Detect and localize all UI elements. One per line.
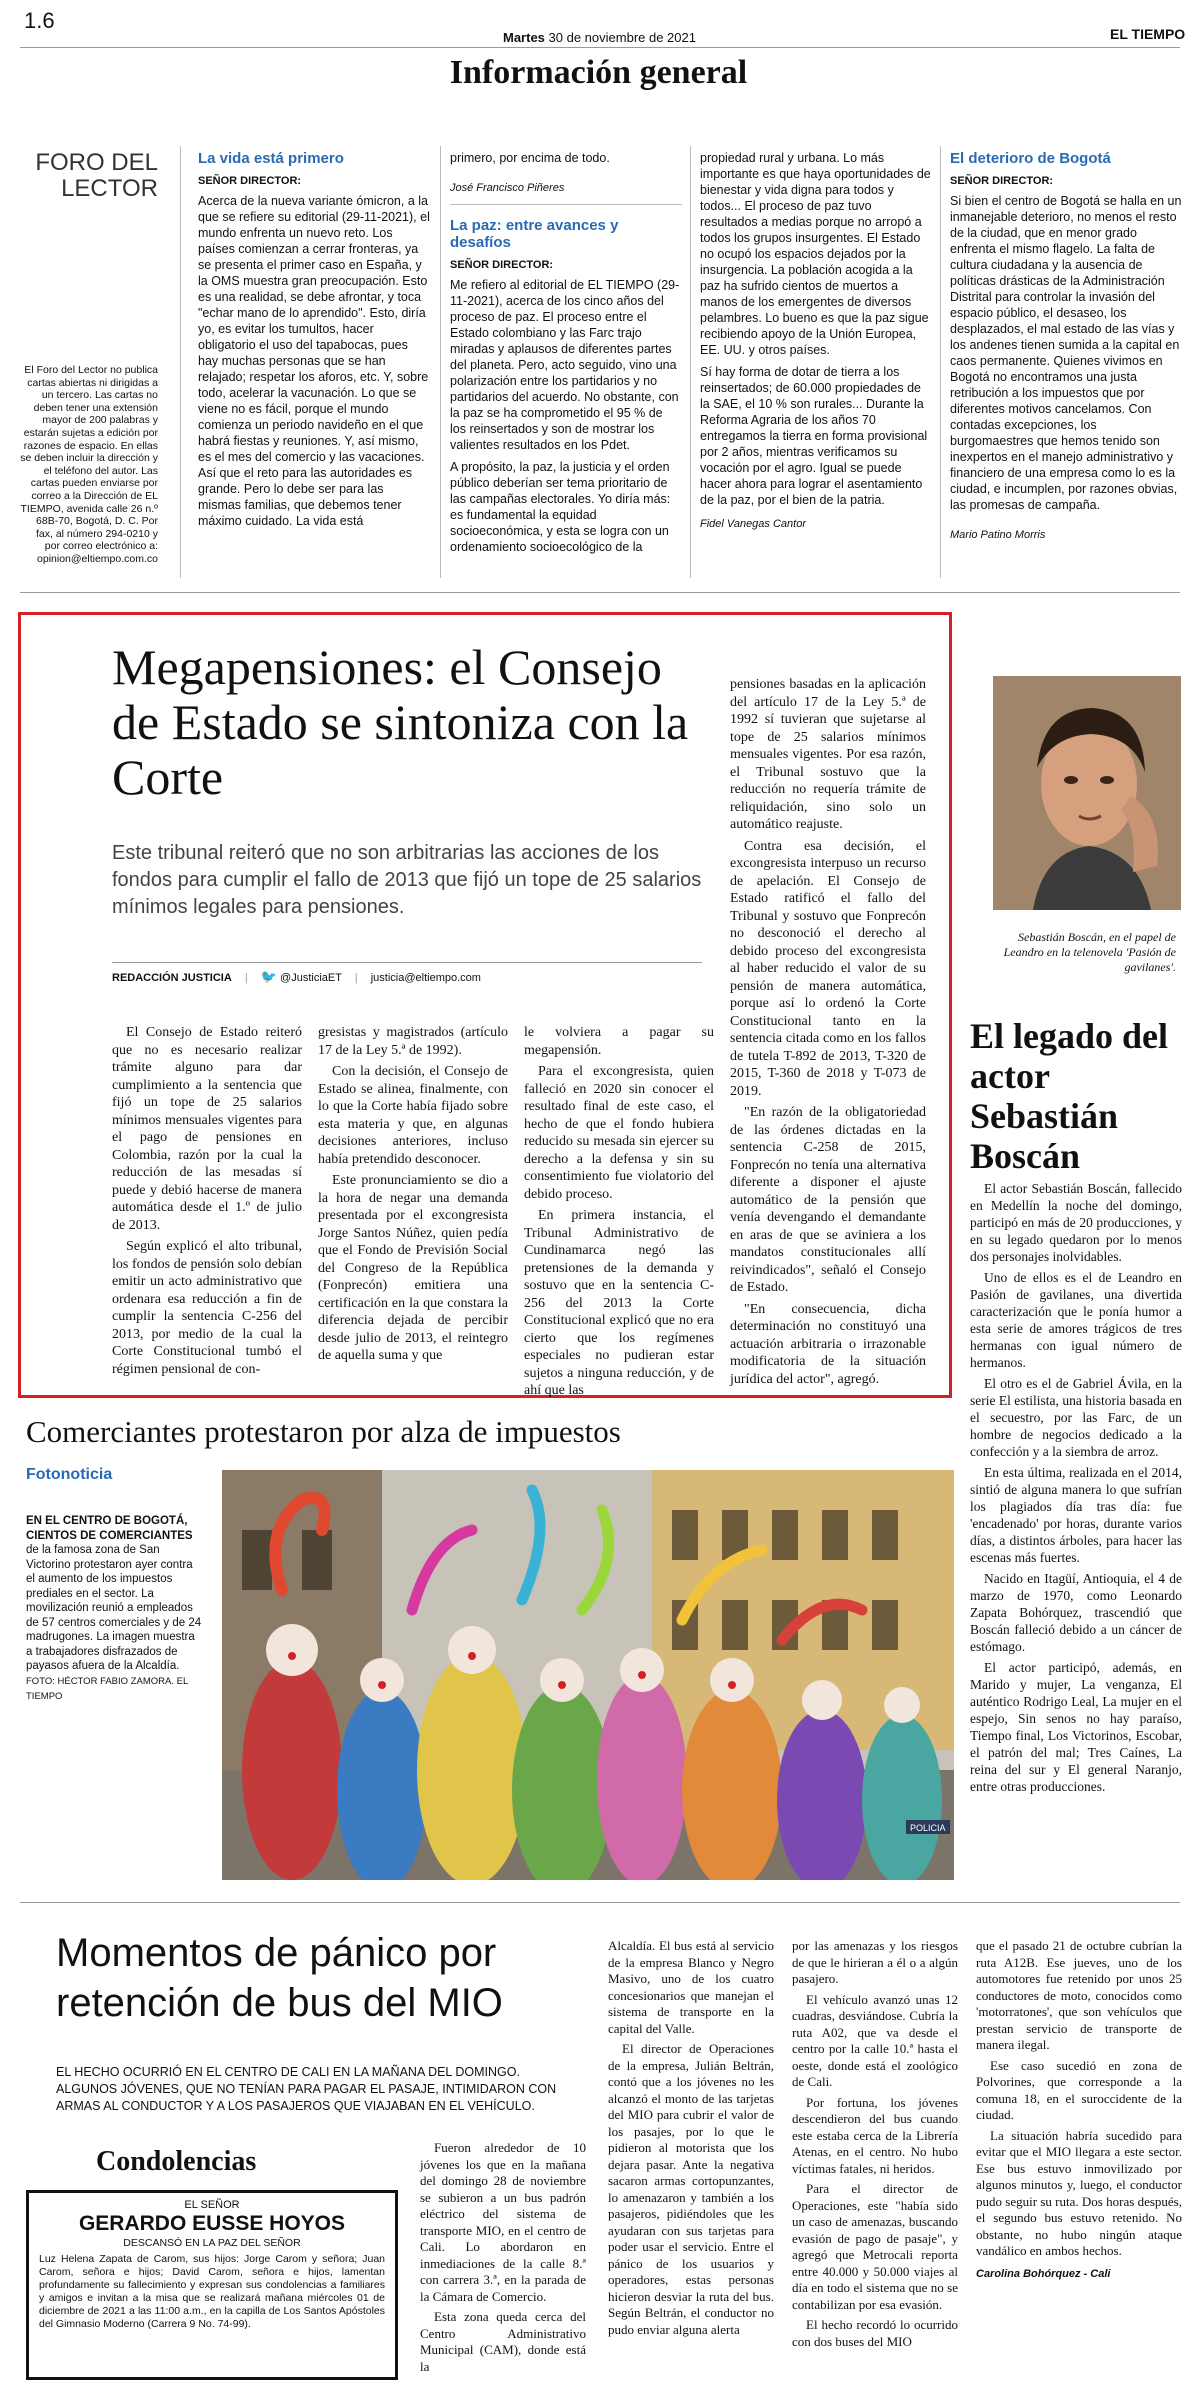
main-col-3	[524, 1024, 714, 1404]
paragraph: por las amenazas y los riesgos de que le hirieran a él o a algún pasajero.	[792, 1938, 958, 1986]
byline	[112, 962, 702, 985]
letter-3	[950, 150, 1182, 541]
date-rest: 30 de noviembre de 2021	[544, 30, 696, 45]
byline-sep: |	[244, 972, 248, 984]
paragraph: El Consejo de Estado reiteró que no es necesario realizar trámite alguno para dar cumplimiento a la sentencia que fijó un tope de 25 salarios mínimos mensuales vigentes para el pago de pensiones en Colombia, razón por la cual la reducción de las mesadas sí puede y debió hacerse de manera automática desde el 1.º de julio de 2013.	[112, 1025, 302, 1233]
side-body	[970, 1180, 1182, 1799]
paragraph: Contra esa decisión, el excongresista interpuso un recurso de apelación. El Consejo de Estado ratificó el fallo del Tribunal y sostuvo que Fonprecón no desconoció el derecho al debido proceso del excongresista al haber reducido el valor de su pensión de manera automática, porque así lo ordenó la Corte Constitucional tanto en la sentencia citada como en los fallos de tutela T-892 de 2013, T-320 de 2015, T-360 de 2018 y T-073 de 2019.	[730, 838, 926, 1099]
letter-title: La vida está primero	[198, 150, 344, 167]
paragraph: La situación habría sucedido para evitar que el MIO llegara a este sector. Ese bus estuvo inmovilizado por algunos minutos y, luego, el conductor pudo seguir su ruta. Dos horas después, el segundo bus estuvo retenido. No obstante, no hubo ningún ataque vandálico en ambos hechos.	[976, 2127, 1182, 2258]
paragraph: le volviera a pagar su megapensión.	[524, 1025, 714, 1058]
letter-title: La paz: entre avances y desafíos	[450, 217, 619, 251]
main-deck: Este tribunal reiteró que no son arbitrarias las acciones de los fondos para cumplir el fallo de 2013 que fijó un tope de 25 salarios mínimos legales para pensiones.	[112, 842, 702, 918]
letter-text: Sí hay forma de dotar de tierra a los reinsertados; de 60.000 propiedades de la SAE, el 10 % son rurales... Durante la Reforma Agraria de los años 70 entregamos la tierra en forma provisional por 2 años, mientras verificamos su vocación por el agro. Igual se puede hacer ahora para lograr el asentamiento de la paz, por el bien de la patria.	[700, 365, 928, 507]
mio-headline: Momentos de pánico por retención de bus del MIO	[56, 1931, 503, 2025]
actor-photo-caption: Sebastián Boscán, en el papel de Leandro en la telenovela 'Pasión de gavilanes'.	[1003, 930, 1176, 974]
byline-twitter: @JusticiaET	[280, 972, 342, 984]
byline-sep: |	[354, 972, 358, 984]
letter-2	[450, 150, 682, 555]
condolence-notice	[26, 2190, 398, 2380]
letter-signature: Fidel Vanegas Cantor	[700, 518, 806, 530]
main-col-4	[730, 676, 926, 1392]
paragraph: gresistas y magistrados (artículo 17 de la Ley 5.ª de 1992).	[318, 1025, 508, 1058]
paragraph: En esta última, realizada en el 2014, sintió de alguna manera lo que sufrían los plagiados día tras día: fue 'encadenado' por horas, durante varios días, a distintos árboles, para hacer las escenas más fuertes.	[970, 1465, 1182, 1565]
paragraph: Fueron alrededor de 10 jóvenes los que en la mañana del domingo 28 de noviembre se subieron a un bus padrón eléctrico del sistema de transporte MIO, en el centro de Cali. Lo abordaron en inmediaciones de la calle 8.ª con carrera 3.ª, en la parada de la Cámara de Comercio.	[420, 2140, 586, 2304]
letter-text: propiedad rural y urbana. Lo más importante es que haya oportunidades de bienestar y vida digna para todos y todos... El proceso de paz tuvo resultados a medias porque no arropó a todos los grupos insurgentes. El Estado no ocupó los espacios dejados por la insurgencia. La población acogida a la paz ha sufrido cientos de muertos a manos de los emergentes de diversos pelambres. Lo bueno es que la paz sigue recibiendo apoyo de la Unión Europea, EE. UU. y otros países.	[700, 151, 931, 357]
paragraph: "En razón de la obligatoriedad de las órdenes dictadas en la sentencia C-258 de 2015, Fonprecón no tenía una alternativa diferente a disponer el ajuste automático de la pensión que venía devengando el demandante en aras de que se aviniera a los mandatos constitucionales allí reivindicados", señaló el Consejo de Estado.	[730, 1105, 926, 1295]
condolences-title: Condolencias	[96, 2146, 257, 2177]
police-sign-text: POLICIA	[910, 1823, 946, 1833]
section-title: Información general	[449, 54, 748, 91]
paragraph: El hecho recordó lo ocurrido con dos buses del MIO	[792, 2317, 958, 2349]
paragraph: El director de Operaciones de la empresa, Julián Beltrán, contó que a los jóvenes no les alcanzó el monto de las tarjetas del MIO para cubrir el valor de los pasajes, por lo que le pidieron al motorista que los dejara pasar. Ante la negativa sacaron armas cortopunzantes, lo amenazaron y también a los pasajeros, pidiéndoles que les ayudaran con sus tarjetas para poder usar el servicio. Entre el pánico de los usuarios y operadores, estas personas hicieron desviar la ruta del bus. Según Beltrán, el conductor no pudo enviar alguna alerta	[608, 2041, 774, 2337]
fotonoticia-label: Fotonoticia	[26, 1466, 113, 1483]
letter-salutation: SEÑOR DIRECTOR:	[950, 175, 1054, 187]
letter-salutation: SEÑOR DIRECTOR:	[198, 175, 302, 187]
paragraph: "En consecuencia, dicha determinación no constituyó una actuación arbitraria o irrazonable modificatoria de la situación jurídica del actor", agregó.	[730, 1301, 926, 1387]
byline-email: justicia@eltiempo.com	[370, 972, 481, 984]
paragraph: Uno de ellos es el de Leandro en Pasión de gavilanes, una divertida caracterización que le ponía humor a esta serie de amores trágicos de tres hermanas con igual número de hermanos.	[970, 1270, 1182, 1370]
paper-name: EL TIEMPO	[1110, 26, 1186, 42]
foro-title	[20, 150, 158, 202]
byline-author: REDACCIÓN JUSTICIA	[112, 972, 232, 984]
paragraph: En primera instancia, el Tribunal Administrativo de Cundinamarca negó las pretensiones de la demanda y sostuvo que en la sentencia C-256 del 2013 la Corte Constitucional explicó que no era cierto que los regímenes especiales no pudieran estar sujetos a ninguna reducción, y de ahí que las	[524, 1208, 714, 1398]
paragraph: El actor participó, además, en Marido y mujer, La venganza, El auténtico Rodrigo Leal, La mujer en el espejo, Sin senos no hay paraíso, Tiempo final, Los Victorinos, Escobar, el patrón del mal; Tres Caínes, La reina del sur y El general Naranjo, entre otras producciones.	[970, 1660, 1182, 1794]
paragraph: que el pasado 21 de octubre cubrían la ruta A12B. Ese jueves, uno de los automotores fue retenido por unos 25 conductores de moto, conocidos como 'motorratones', que son vehículos que prestan servicio de transporte de manera ilegal.	[976, 1938, 1182, 2052]
caption-lead: EN EL CENTRO DE BOGOTÁ, CIENTOS DE COMERCIANTES	[26, 1515, 193, 1542]
twitter-icon: 🐦	[260, 969, 277, 984]
main-col-1	[112, 1024, 302, 1382]
paragraph: Alcaldía. El bus está al servicio de la empresa Blanco y Negro Masivo, uno de los cuatro concesionarios que manejan el sistema de transporte en la capital del Valle.	[608, 1938, 774, 2036]
letter-text: A propósito, la paz, la justicia y el orden público deberían ser tema prioritario de las campañas electorales. Yo diría más: es fundamental la equidad socioeconómica, y esta se logra con un ordenamiento socioecológico de la	[450, 460, 671, 554]
actor-photo	[993, 676, 1181, 910]
paragraph: pensiones basadas en la aplicación del artículo 17 de la Ley 5.ª de 1992 sí tuvieran que sujetarse al tope de 25 salarios mínimos mensuales vigentes. Por esa razón, el Tribunal sostuvo que la reducción no requería trámite de reliquidación, sino solo un automático reajuste.	[730, 677, 926, 832]
mio-col-1	[420, 2140, 586, 2379]
caption-text: de la famosa zona de San Victorino protestaron ayer contra el aumento de los impuestos prediales en el sector. La movilización reunió a empleados de 57 centros comerciales y de 24 madrugones. La imagen muestra a trabajadores disfrazados de payasos afuera de la Alcaldía.	[26, 1544, 202, 1672]
condolence-text: Luz Helena Zapata de Carom, sus hijos: Jorge Carom y señora; Juan Carom, señora e hijos; David Carom, señora e hijos, lamentan profundamente su fallecimiento y expresan sus condolencias a familiares y amigos e invitan a la misa que se realizará mañana miércoles 01 de diciembre de 2021 a las 11:00 a.m., en la capilla de Los Santos Apóstoles del Gimnasio Moderno (Carrera 9 No. 74-99).	[39, 2253, 385, 2330]
mio-col-4	[976, 1938, 1182, 2282]
photo-credit: FOTO: HÉCTOR FABIO ZAMORA. EL TIEMPO	[26, 1675, 188, 1702]
paragraph: Para el excongresista, quien falleció en 2020 sin conocer el resultado final de este caso, el hecho de que el fondo hubiera reducido su mesada sin ejercer su derecho a la defensa y sin su consentimiento fue violatorio del debido proceso.	[524, 1064, 714, 1202]
mio-signature: Carolina Bohórquez - Cali	[976, 2267, 1111, 2280]
page-number: 1.6	[24, 8, 55, 33]
paragraph: El vehículo avanzó unas 12 cuadras, desviándose. Cubría la ruta A02, que va desde el centro por la calle 10.ª hasta el oeste, donde está el zoológico de Cali.	[792, 1991, 958, 2089]
paragraph: Según explicó el alto tribunal, los fondos de pensión solo debían emitir un acto administrativo que ordenara esa reducción a fin de cumplir la sentencia C-256 del 2013, por medio de la cual la Corte Constitucional tumbó el régimen pensional de con-	[112, 1239, 302, 1377]
letter-signature: José Francisco Piñeres	[450, 182, 565, 194]
letter-continuation: primero, por encima de todo.	[450, 151, 610, 165]
main-col-2	[318, 1024, 508, 1369]
paragraph: Ese caso sucedió en zona de Polvorines, que corresponde a la comuna 18, en el suroccidente de la ciudad.	[976, 2057, 1182, 2122]
condolence-honorific: EL SEÑOR	[184, 2199, 240, 2211]
letter-text: Me refiero al editorial de EL TIEMPO (29-11-2021), acerca de los cinco años del proceso de paz. El proceso entre el Estado colombiano y las Farc trajo miradas y aplausos de diferentes partes del planeta. Pero, acto seguido, vino una polarización entre los partidarios y no partidarios del acuerdo. No obstante, con la paz se ha comprometido el 95 % de los reinsertados y son de mostrar los valientes resultados en los Pdet.	[450, 278, 680, 452]
foro-title-line1: FORO DEL	[35, 149, 158, 176]
foro-note: El Foro del Lector no publica cartas abiertas ni dirigidas a un tercero. Las cartas no deben tener una extensión mayor de 200 palabras y estarán sujetas a edición por razones de espacio. En ellas se deben incluir la dirección y el teléfono del autor. Las cartas pueden enviarse por correo a la Dirección de EL TIEMPO, avenida calle 26 n.º 68B-70, Bogotá, D. C. Por fax, al número 294-0210 y por correo electrónico a: opinion@eltiempo.com.co	[20, 364, 158, 565]
paragraph: El actor Sebastián Boscán, fallecido en Medellín la noche del domingo, participó en más de 20 producciones, y en su legado quedaron por lo menos dos personajes inolvidables.	[970, 1181, 1182, 1264]
letter-1	[198, 150, 430, 529]
paragraph: Este pronunciamiento se dio a la hora de negar una demanda presentada por el excongresista Jorge Santos Núñez, quien pedía que el Fondo de Previsión Social del Congreso de la República (Fonprecón) emitiera una certificación en la que constara la diferencia dejada de percibir desde julio de 2013, el reintegro de aquella suma y que	[318, 1173, 508, 1363]
paragraph: Nacido en Itagüí, Antioquia, el 4 de marzo de 1970, como Leonardo Zapata Bohórquez, trascendió que Boscán falleció debido a un cáncer de estómago.	[970, 1571, 1182, 1654]
mio-col-3	[792, 1938, 958, 2354]
letter-text: Si bien el centro de Bogotá se halla en un inmanejable deterioro, no menos el resto de la ciudad, que en menor grado enfrenta el mismo flagelo. La falta de cultura ciudadana y la ausencia de políticas drásticas de la Administración Distrital para controlar la invasión del espacio público, el desaseo, los desplazados, el mal estado de las vías y los andenes tienen sumida a la capital en caos permanente. Quienes vivimos en Bogotá no encontramos una justa retribución a los impuestos que por diferentes motivos cancelamos. Con contadas excepciones, los burgomaestres que hemos tenido son inexpertos en el manejo administrativo y financiero de una empresa como lo es la ciudad, e incumplen, por razones obvias, las promesas de campaña.	[950, 194, 1182, 512]
letter-text: Acerca de la nueva variante ómicron, a la que se refiere su editorial (29-11-2021), el mundo enfrenta un nuevo reto. Los países comienzan a cerrar fronteras, ya se presenta el primer caso en España, y la OMS muestra gran preocupación. Esto es una realidad, se debe afrontar, y toca "echar mano de lo aprendido". Esto, diría yo, es evitar los tumultos, hacer obligatorio el uso del tapabocas, pues hay muchas personas que se han relajado; respetar los aforos, etc. Y, sobre todo, acelerar la vacunación. Lo que se viene no es fácil, porque el mundo comienza un periodo navideño en el que habrá fiestas y reuniones. Y, así mismo, es el mes del comercio y las vacaciones. Así que el reto para las autoridades es grande. Pero lo debe ser para las mismas familias, que debemos tener máximo cuidado. La vida está	[198, 194, 430, 528]
letter-salutation: SEÑOR DIRECTOR:	[450, 259, 554, 271]
photo-news-headline: Comerciantes protestaron por alza de impuestos	[26, 1414, 621, 1449]
paragraph: El otro es el de Gabriel Ávila, en la serie El estilista, una historia basada en el secuestro, por las Farc, de un hombre de negocios dedicado a la confección y a la siembra de arroz.	[970, 1376, 1182, 1459]
side-headline: El legado del actor Sebastián Boscán	[970, 1016, 1169, 1176]
letter-signature: Mario Patino Morris	[950, 529, 1046, 541]
letter-2-cont	[700, 150, 932, 530]
date-weekday: Martes	[503, 30, 545, 45]
mio-col-2	[608, 1938, 774, 2342]
main-headline: Megapensiones: el Consejo de Estado se sintoniza con la Corte	[112, 639, 689, 805]
paragraph: Por fortuna, los jóvenes descendieron del bus cuando este estaba cerca de la Librería Atenas, en el centro. No hubo víctimas fatales, ni heridos.	[792, 2094, 958, 2176]
protest-photo	[222, 1470, 954, 1880]
foro-title-line2: LECTOR	[61, 175, 158, 202]
paragraph: Para el director de Operaciones, este "había sido un caso de amenazas, buscando evasión de pago de pasaje", y agregó que Metrocali reporta entre 40.000 y 50.000 viajes al día en todo el sistema que no se contabilizan por esa evasión.	[792, 2181, 958, 2312]
condolence-rip: DESCANSÓ EN LA PAZ DEL SEÑOR	[123, 2237, 301, 2249]
page-date	[503, 30, 696, 45]
photo-news-caption	[26, 1514, 202, 1705]
paragraph: Esta zona queda cerca del Centro Administrativo Municipal (CAM), donde está la	[420, 2309, 586, 2374]
letter-title: El deterioro de Bogotá	[950, 150, 1111, 167]
condolence-name: GERARDO EUSSE HOYOS	[78, 2212, 346, 2235]
mio-lead: EL HECHO OCURRIÓ EN EL CENTRO DE CALI EN LA MAÑANA DEL DOMINGO. ALGUNOS JÓVENES, QUE NO TENÍAN PARA PAGAR EL PASAJE, INTIMIDARON CON ARMAS AL CONDUCTOR Y A LOS PASAJEROS QUE VIAJABAN EN EL VEHÍCULO.	[56, 2065, 557, 2113]
paragraph: Con la decisión, el Consejo de Estado se alinea, finalmente, con lo que la Corte había fijado sobre esta materia y que, en algunas decisiones anteriores, incluso había pretendido desconocer.	[318, 1064, 508, 1167]
